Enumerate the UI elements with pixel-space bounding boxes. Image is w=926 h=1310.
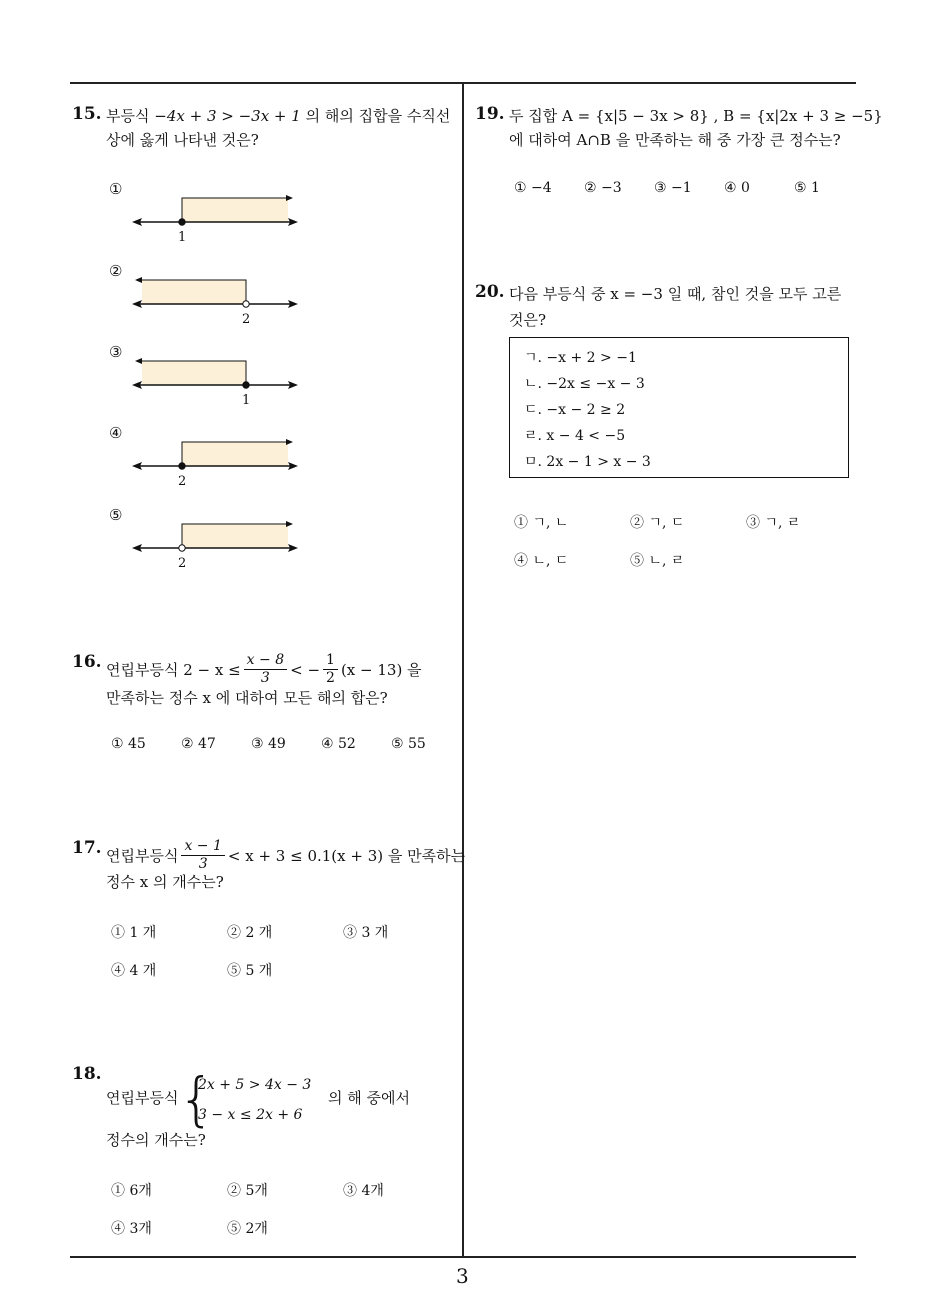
closed-point xyxy=(179,463,185,469)
q15-option-1-label[interactable]: ① xyxy=(109,180,123,198)
q15-line1-b: 의 해의 집합을 수직선 xyxy=(305,107,451,125)
q18-choice-4[interactable]: ④ 3개 xyxy=(111,1221,152,1237)
q17-choice-2[interactable]: ② 2 개 xyxy=(227,925,273,941)
bracket-arrow-icon xyxy=(286,439,293,445)
q20-item-4: ㄹ. x − 4 < −5 xyxy=(524,428,626,444)
bracket-arrow-icon xyxy=(286,195,293,201)
q20-choice-2[interactable]: ② ㄱ, ㄷ xyxy=(630,515,685,531)
q16-frac2-numerator: 1 xyxy=(323,652,338,670)
q20-number: 20. xyxy=(475,282,505,302)
q20-item-1: ㄱ. −x + 2 > −1 xyxy=(524,350,637,366)
q19-line1: 두 집합 A = {x|5 − 3x > 8} , B = {x|2x + 3 ≥ −5} xyxy=(509,107,883,125)
q16-frac1-denominator: 3 xyxy=(260,670,270,686)
q17-pre: 연립부등식 xyxy=(106,846,179,865)
q18-choice-5[interactable]: ⑤ 2개 xyxy=(227,1221,268,1237)
solution-region xyxy=(182,524,288,548)
q20-item-5: ㅁ. 2x − 1 > x − 3 xyxy=(524,454,651,470)
q15-option-2-point-label: 2 xyxy=(242,312,251,327)
q20-choice-5[interactable]: ⑤ ㄴ, ㄹ xyxy=(630,553,685,569)
q15-line1 xyxy=(106,106,450,126)
open-point xyxy=(179,545,185,551)
q17-choice-3[interactable]: ③ 3 개 xyxy=(343,925,389,941)
bottom-rule xyxy=(70,1256,856,1258)
q17-post: < x + 3 ≤ 0.1(x + 3) 을 만족하는 xyxy=(227,846,466,865)
q18-system-1: 2x + 5 > 4x − 3 xyxy=(198,1077,312,1093)
q18-choice-1[interactable]: ① 6개 xyxy=(111,1183,152,1199)
column-divider xyxy=(462,82,464,1257)
q19-choice-5[interactable]: ⑤ 1 xyxy=(794,180,820,196)
q19-number: 19. xyxy=(475,104,505,124)
q15-option-1-point-label: 1 xyxy=(178,230,187,245)
q15-option-4-point-label: 2 xyxy=(178,474,187,489)
q18-choice-3[interactable]: ③ 4개 xyxy=(343,1183,384,1199)
closed-point xyxy=(179,219,185,225)
solution-region xyxy=(182,198,288,222)
q17-line1 xyxy=(106,838,465,873)
q16-frac1-numerator: x − 8 xyxy=(244,652,287,670)
q20-item-3: ㄷ. −x − 2 ≥ 2 xyxy=(524,402,626,418)
q20-item-2: ㄴ. −2x ≤ −x − 3 xyxy=(524,376,645,392)
q15-number: 15. xyxy=(72,104,102,124)
q15-option-3-label[interactable]: ③ xyxy=(109,343,123,361)
closed-point xyxy=(243,382,249,388)
q17-line2: 정수 x 의 개수는? xyxy=(106,873,224,891)
open-point xyxy=(243,301,249,307)
q16-fraction-2 xyxy=(323,652,338,687)
q19-line2: 에 대하여 A∩B 을 만족하는 해 중 가장 큰 정수는? xyxy=(509,131,841,149)
q16-choice-2[interactable]: ② 47 xyxy=(181,736,216,752)
q15-expr: −4x + 3 > −3x + 1 xyxy=(154,107,301,125)
q18-number: 18. xyxy=(72,1064,102,1084)
q15-line2: 상에 옳게 나타낸 것은? xyxy=(106,131,259,149)
q15-option-2-label[interactable]: ② xyxy=(109,262,123,280)
q16-choice-1[interactable]: ① 45 xyxy=(111,736,146,752)
q19-choice-2[interactable]: ② −3 xyxy=(584,180,622,196)
q17-choice-1[interactable]: ① 1 개 xyxy=(111,925,157,941)
q15-option-4-number-line[interactable] xyxy=(130,432,300,482)
bracket-arrow-icon xyxy=(135,358,142,364)
q17-choice-4[interactable]: ④ 4 개 xyxy=(111,963,157,979)
q15-option-5-number-line[interactable] xyxy=(130,514,300,564)
q18-system-2: 3 − x ≤ 2x + 6 xyxy=(198,1107,303,1123)
q16-mid: < − xyxy=(290,660,321,679)
page-number: 3 xyxy=(456,1264,469,1288)
q16-post: (x − 13) 을 xyxy=(340,660,422,679)
q15-option-2-number-line[interactable] xyxy=(130,270,300,320)
solution-region xyxy=(142,361,246,385)
q17-frac-denominator: 3 xyxy=(198,856,208,872)
q16-number: 16. xyxy=(72,652,102,672)
q19-choice-3[interactable]: ③ −1 xyxy=(654,180,692,196)
q18-pre: 연립부등식 xyxy=(106,1089,179,1107)
q20-choice-3[interactable]: ③ ㄱ, ㄹ xyxy=(746,515,801,531)
q19-choice-4[interactable]: ④ 0 xyxy=(724,180,750,196)
q16-choice-4[interactable]: ④ 52 xyxy=(321,736,356,752)
solution-region xyxy=(142,280,246,304)
q15-option-4-label[interactable]: ④ xyxy=(109,424,123,442)
q17-choice-5[interactable]: ⑤ 5 개 xyxy=(227,963,273,979)
q16-line1 xyxy=(106,652,422,687)
q18-brace: { xyxy=(178,1065,215,1133)
q18-line2: 정수의 개수는? xyxy=(106,1131,206,1149)
q20-statement-box xyxy=(509,337,849,478)
q16-pre: 연립부등식 2 − x ≤ xyxy=(106,660,241,679)
q15-option-3-point-label: 1 xyxy=(242,393,251,408)
bracket-arrow-icon xyxy=(286,521,293,527)
q20-choice-1[interactable]: ① ㄱ, ㄴ xyxy=(514,515,569,531)
q15-option-3-number-line[interactable] xyxy=(130,351,300,401)
q17-frac-numerator: x − 1 xyxy=(181,838,224,856)
bracket-arrow-icon xyxy=(135,277,142,283)
q15-option-5-label[interactable]: ⑤ xyxy=(109,506,123,524)
q16-frac2-denominator: 2 xyxy=(326,670,335,686)
q16-fraction-1 xyxy=(244,652,287,687)
q16-choice-5[interactable]: ⑤ 55 xyxy=(391,736,426,752)
q16-line2: 만족하는 정수 x 에 대하여 모든 해의 합은? xyxy=(106,689,388,707)
q15-line1-a: 부등식 xyxy=(106,107,150,125)
q20-line2: 것은? xyxy=(509,311,547,329)
q16-choice-3[interactable]: ③ 49 xyxy=(251,736,286,752)
q18-post: 의 해 중에서 xyxy=(328,1089,410,1107)
q20-choice-4[interactable]: ④ ㄴ, ㄷ xyxy=(514,553,569,569)
solution-region xyxy=(182,442,288,466)
q15-option-5-point-label: 2 xyxy=(178,556,187,571)
q18-choice-2[interactable]: ② 5개 xyxy=(227,1183,268,1199)
q15-option-1-number-line[interactable] xyxy=(130,188,300,238)
q17-fraction xyxy=(181,838,224,873)
q17-number: 17. xyxy=(72,838,102,858)
q20-line1: 다음 부등식 중 x = −3 일 때, 참인 것을 모두 고른 xyxy=(509,285,842,303)
q19-choice-1[interactable]: ① −4 xyxy=(514,180,552,196)
